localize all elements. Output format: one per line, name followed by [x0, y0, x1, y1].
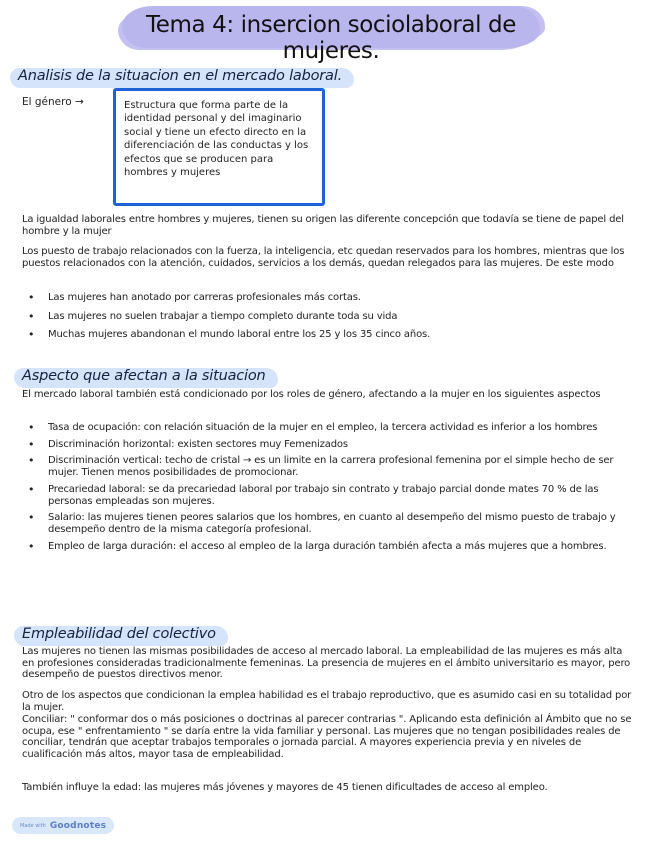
list-item: • Precariedad laboral: se da precariedad laboral por trabajo sin contrato y trabajo parcial donde mates 70 % de las personas empleadas son mujeres.	[22, 484, 634, 507]
paragraph-acceso: Las mujeres no tienen las mismas posibilidades de acceso al mercado laboral. La empleabilidad de las mujeres es más alta en profesiones consideradas tradicionalmente femeninas. La presencia de mujeres en el ámbito universitario es mayor, pero desempeño de puestos directivos menor.	[22, 646, 631, 681]
genero-label: El género →	[22, 96, 84, 108]
list-item: • Muchas mujeres abandonan el mundo laboral entre los 25 y los 35 cinco años.	[22, 329, 634, 341]
logo-made-with: Made with	[20, 822, 46, 829]
goodnotes-logo	[12, 817, 114, 834]
section-heading-aspecto	[22, 366, 266, 388]
paragraph-edad: También influye la edad: las mujeres más jóvenes y mayores de 45 tienen dificultades de acceso al empleo.	[22, 782, 548, 793]
section-heading-analisis	[18, 66, 342, 88]
paragraph-conciliar: Conciliar: " conformar dos o más posiciones o doctrinas al parecer contrarias ". Aplicando esta definición al Ámbito que no se ocupa, ese " enfrentamiento " se daría entre la vida familiar y personal. Las mujeres que no tengan posibilidades reales de conciliar, tendrán que aceptar trabajos temporales o jornada parcial. A mayores experiencia previa y en niveles de cualificación más altos, mayor tasa de empleabilidad.	[22, 714, 632, 761]
definition-box	[113, 88, 325, 206]
list-aspectos	[22, 422, 634, 557]
paragraph-mercado: El mercado laboral también está condicionado por los roles de género, afectando a la mujer en los siguientes aspectos	[22, 389, 601, 400]
paragraph-trabajo-reproductivo: Otro de los aspectos que condicionan la emplea habilidad es el trabajo reproductivo, que es asumido casi en su totalidad por la mujer.	[22, 690, 632, 713]
list-item: • Las mujeres no suelen trabajar a tiempo completo durante toda su vida	[22, 311, 634, 323]
title-highlight	[122, 6, 540, 64]
section-heading-empleabilidad	[22, 624, 216, 646]
list-item: • Tasa de ocupación: con relación situación de la mujer en el empleo, la tercera actividad es inferior a los hombres	[22, 422, 634, 434]
list-item: • Empleo de larga duración: el acceso al empleo de la larga duración también afecta a más mujeres que a hombres.	[22, 541, 634, 553]
paragraph-igualdad: La igualdad laborales entre hombres y mujeres, tienen su origen las diferente concepción que todavía se tiene de papel del hombre y la mujer	[22, 214, 624, 237]
list-item: • Las mujeres han anotado por carreras profesionales más cortas.	[22, 292, 634, 304]
paragraph-puestos: Los puesto de trabajo relacionados con la fuerza, la inteligencia, etc quedan reservados para los hombres, mientras que los puestos relacionados con la atención, cuidados, servicios a los demás, quedan relegados para las mujeres. De este modo	[22, 246, 625, 269]
list-item: • Discriminación vertical: techo de cristal → es un limite en la carrera profesional femenina por el simple hecho de ser mujer. Tienen menos posibilidades de promocionar.	[22, 455, 634, 478]
list-situacion	[22, 292, 634, 348]
section-heading-text: Aspecto que afectan a la situacion	[22, 368, 266, 384]
list-item: • Discriminación horizontal: existen sectores muy Femenizados	[22, 439, 634, 451]
page-title: Tema 4: insercion sociolaboral de mujeres.	[146, 12, 516, 64]
logo-goodnotes: Goodnotes	[49, 820, 107, 831]
definition-text: Estructura que forma parte de la identidad personal y del imaginario social y tiene un efecto directo en la diferenciación de las conductas y los efectos que se producen para hombres y mujeres	[124, 100, 309, 179]
section-heading-text: Empleabilidad del colectivo	[22, 626, 216, 642]
section-heading-text: Analisis de la situacion en el mercado laboral.	[18, 68, 342, 84]
list-item: • Salario: las mujeres tienen peores salarios que los hombres, en cuanto al desempeño del mismo puesto de trabajo y desempeño dentro de la misma categoría profesional.	[22, 512, 634, 535]
